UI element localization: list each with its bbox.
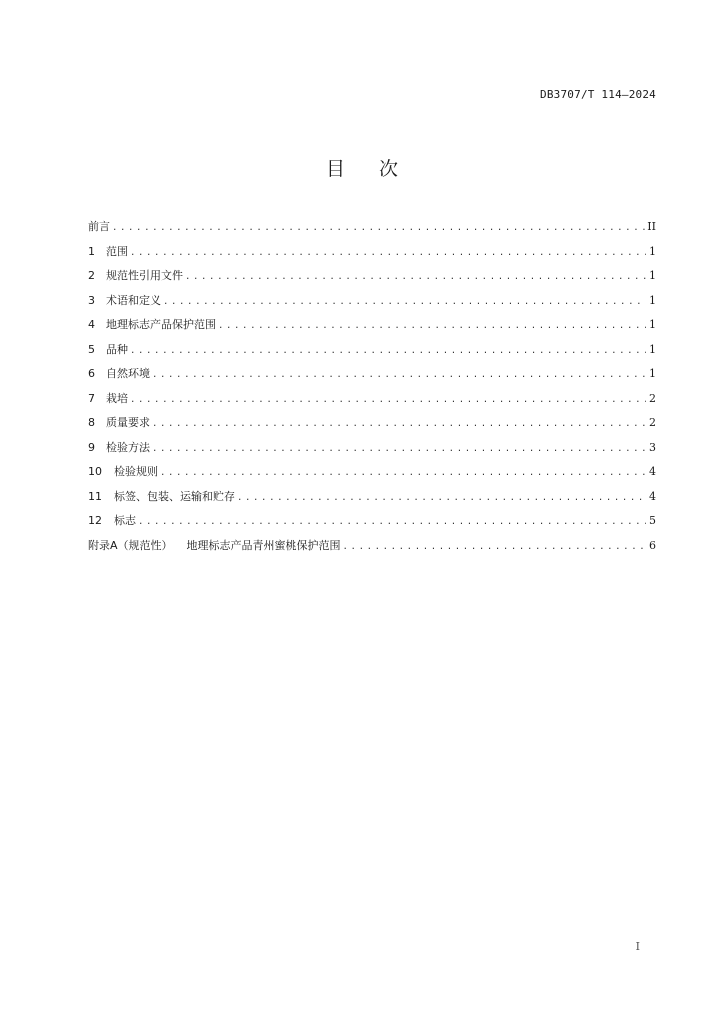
toc-leader-dots xyxy=(152,412,646,437)
toc-item-page: 1 xyxy=(649,244,656,258)
toc-item-number: 附录A（规范性） xyxy=(88,538,173,552)
toc-item-number: 8 xyxy=(88,416,95,429)
toc-item-number: 4 xyxy=(88,318,95,331)
toc-item-text: 标志 xyxy=(114,514,136,527)
toc-item-number: 11 xyxy=(88,489,102,503)
toc-item-natural-environment[interactable] xyxy=(88,362,656,387)
toc-item-number: 5 xyxy=(88,342,95,356)
toc-item-foreword[interactable] xyxy=(88,215,656,240)
toc-leader-dots xyxy=(185,265,646,290)
toc-leader-dots xyxy=(138,510,646,535)
toc-item-scope[interactable] xyxy=(88,240,656,265)
toc-leader-dots xyxy=(130,388,646,413)
toc-item-number: 12 xyxy=(88,514,102,527)
toc-item-normative-references[interactable] xyxy=(88,264,656,289)
toc-title: 目次 xyxy=(325,158,432,180)
toc-item-page: 1 xyxy=(649,318,656,331)
toc-item-page: 3 xyxy=(649,440,656,454)
toc-item-variety[interactable] xyxy=(88,338,656,363)
toc-item-text: 标签、包装、运输和贮存 xyxy=(114,489,235,503)
toc-item-text: 自然环境 xyxy=(106,367,150,380)
toc-item-text: 品种 xyxy=(106,342,128,356)
toc-leader-dots xyxy=(237,486,646,511)
toc-leader-dots xyxy=(152,437,646,462)
toc-item-page: 4 xyxy=(649,465,656,478)
toc-item-page: 1 xyxy=(649,367,656,380)
toc-item-number: 1 xyxy=(88,244,95,258)
toc-item-text: 地理标志产品保护范围 xyxy=(106,318,216,331)
toc-item-number: 10 xyxy=(88,465,102,478)
toc-item-number: 9 xyxy=(88,440,95,454)
toc-leader-dots xyxy=(160,461,646,486)
toc-item-page: 2 xyxy=(649,416,656,429)
toc-leader-dots xyxy=(218,314,646,339)
toc-item-text: 质量要求 xyxy=(106,416,150,429)
toc-item-page: 1 xyxy=(649,342,656,356)
toc-item-text: 范围 xyxy=(106,244,128,258)
toc-leader-dots xyxy=(130,339,646,364)
toc-item-text: 地理标志产品青州蜜桃保护范围 xyxy=(186,538,341,552)
toc-item-page: 2 xyxy=(649,391,656,405)
toc-item-number: 2 xyxy=(88,269,95,282)
toc-item-inspection-rules[interactable] xyxy=(88,460,656,485)
toc-item-labeling-packaging[interactable] xyxy=(88,485,656,510)
toc-item-number: 7 xyxy=(88,391,95,405)
toc-item-page: 5 xyxy=(649,514,656,527)
document-code: DB3707/T 114—2024 xyxy=(540,88,656,101)
toc-leader-dots xyxy=(152,363,646,388)
toc-item-test-methods[interactable] xyxy=(88,436,656,461)
toc-item-appendix-a[interactable] xyxy=(88,534,656,559)
toc-item-number: 3 xyxy=(88,293,95,307)
table-of-contents xyxy=(88,215,656,558)
toc-leader-dots xyxy=(343,535,646,560)
toc-item-marks[interactable] xyxy=(88,509,656,534)
toc-leader-dots xyxy=(163,290,646,315)
toc-item-terms-definitions[interactable] xyxy=(88,289,656,314)
toc-item-text: 检验规则 xyxy=(114,465,158,478)
toc-item-text: 术语和定义 xyxy=(106,293,161,307)
toc-item-protection-area[interactable] xyxy=(88,313,656,338)
toc-item-page: II xyxy=(647,220,656,233)
toc-item-text: 栽培 xyxy=(106,391,128,405)
toc-item-text: 检验方法 xyxy=(106,440,150,454)
toc-item-page: 1 xyxy=(649,269,656,282)
toc-item-cultivation[interactable] xyxy=(88,387,656,412)
toc-item-text: 前言 xyxy=(88,220,110,233)
toc-item-text: 规范性引用文件 xyxy=(106,269,183,282)
page-number: I xyxy=(635,940,640,953)
toc-item-page: 6 xyxy=(649,538,656,552)
toc-leader-dots xyxy=(112,216,645,241)
toc-item-quality-requirements[interactable] xyxy=(88,411,656,436)
toc-item-page: 1 xyxy=(649,293,656,307)
toc-item-number: 6 xyxy=(88,367,95,380)
toc-leader-dots xyxy=(130,241,646,266)
toc-item-page: 4 xyxy=(649,489,656,503)
